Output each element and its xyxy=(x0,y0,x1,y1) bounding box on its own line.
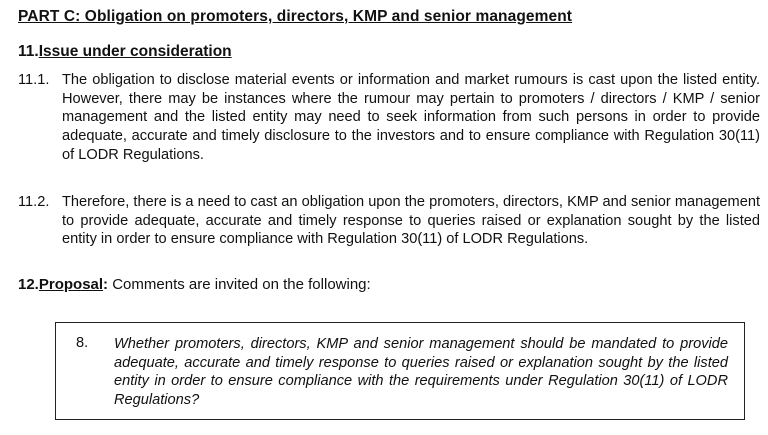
section-12-colon: : xyxy=(103,276,109,293)
section-11-title: Issue under consideration xyxy=(38,43,232,60)
paragraph-11-1-number: 11.1. xyxy=(18,72,50,88)
question-box xyxy=(55,322,745,420)
section-12-text: Comments are invited on the following: xyxy=(108,276,371,293)
paragraph-11-2-number: 11.2. xyxy=(18,194,50,210)
paragraph-11-2-text: Therefore, there is a need to cast an obligation upon the promoters, directors, KMP and senior management to provide adequate, accurate and timely response to queries raised or explanation sought by the listed entity in order to ensure compliance with Regulation 30(11) of LODR Regulations. xyxy=(62,194,760,248)
section-11-number: 11. xyxy=(18,43,39,60)
section-12-title: Proposal xyxy=(38,276,104,293)
section-12-number: 12. xyxy=(18,276,39,293)
question-text: Whether promoters, directors, KMP and senior management should be mandated to provide adequate, accurate and timely response to queries raised or explanation sought by the listed entity in order to ensure compliance with the requirements under Regulation 30(11) of LODR Regulations? xyxy=(114,336,728,409)
question-number: 8. xyxy=(76,335,89,351)
paragraph-11-1 xyxy=(18,71,760,165)
paragraph-11-1-text: The obligation to disclose material events or information and market rumours is cast upon the listed entity. However, there may be instances where the rumour may pertain to promoters / directors / KMP / senior management and the listed entity may need to seek information from such persons in order to provide adequate, accurate and timely disclosure to the investors and to ensure compliance with Regulation 30(11) of LODR Regulations. xyxy=(62,72,760,163)
section-11-heading xyxy=(18,43,232,61)
section-12-heading xyxy=(18,276,371,293)
part-title: PART C: Obligation on promoters, directors, KMP and senior management xyxy=(18,8,573,25)
paragraph-11-2 xyxy=(18,193,760,249)
